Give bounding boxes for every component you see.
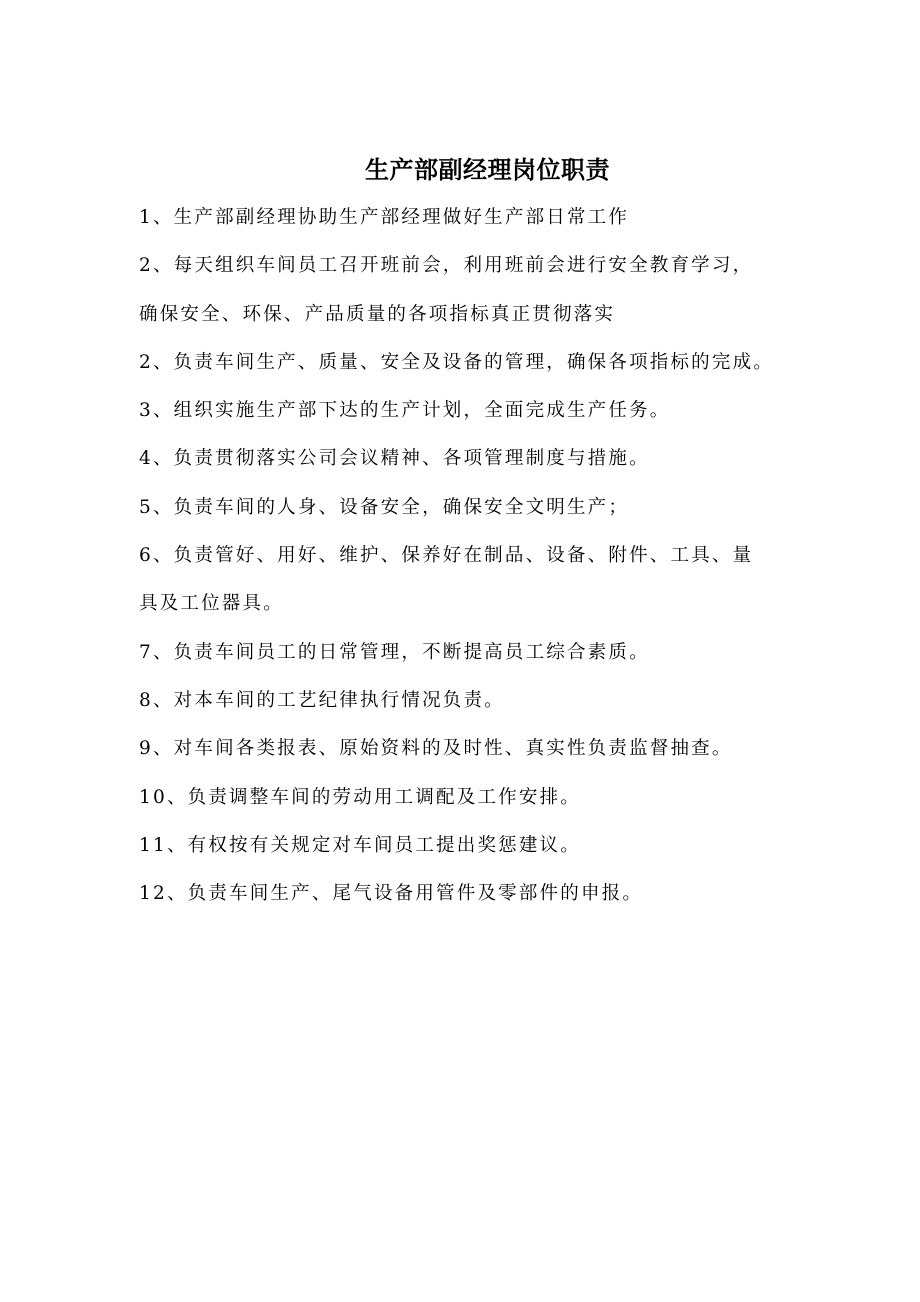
duty-line-11: 11、有权按有关规定对车间员工提出奖惩建议。 (139, 834, 581, 856)
duty-line-7: 7、负责车间员工的日常管理，不断提高员工综合素质。 (139, 641, 650, 663)
duty-line-6: 6、负责管好、用好、维护、保养好在制品、设备、附件、工具、量 (139, 545, 754, 567)
duty-line-2b: 2、负责车间生产、质量、安全及设备的管理，确保各项指标的完成。 (139, 351, 774, 373)
duty-line-5: 5、负责车间的人身、设备安全，确保安全文明生产； (139, 496, 630, 518)
duty-line-4: 4、负责贯彻落实公司会议精神、各项管理制度与措施。 (139, 448, 650, 470)
duty-list (139, 200, 799, 924)
duty-line-8: 8、对本车间的工艺纪律执行情况负责。 (139, 689, 505, 711)
duty-line-6-continued: 具及工位器具。 (139, 593, 284, 615)
duty-line-2-continued: 确保安全、环保、产品质量的各项指标真正贯彻落实 (139, 303, 616, 325)
duty-line-10: 10、负责调整车间的劳动用工调配及工作安排。 (139, 786, 581, 808)
duty-line-3: 3、组织实施生产部下达的生产计划，全面完成生产任务。 (139, 400, 671, 422)
duty-line-2: 2、每天组织车间员工召开班前会，利用班前会进行安全教育学习， (139, 255, 754, 277)
duty-line-9: 9、对车间各类报表、原始资料的及时性、真实性负责监督抽查。 (139, 738, 733, 760)
page-title: 生产部副经理岗位职责 (365, 155, 610, 184)
duty-line-12: 12、负责车间生产、尾气设备用管件及零部件的申报。 (139, 883, 644, 905)
duty-line-1: 1、生产部副经理协助生产部经理做好生产部日常工作 (139, 207, 630, 228)
